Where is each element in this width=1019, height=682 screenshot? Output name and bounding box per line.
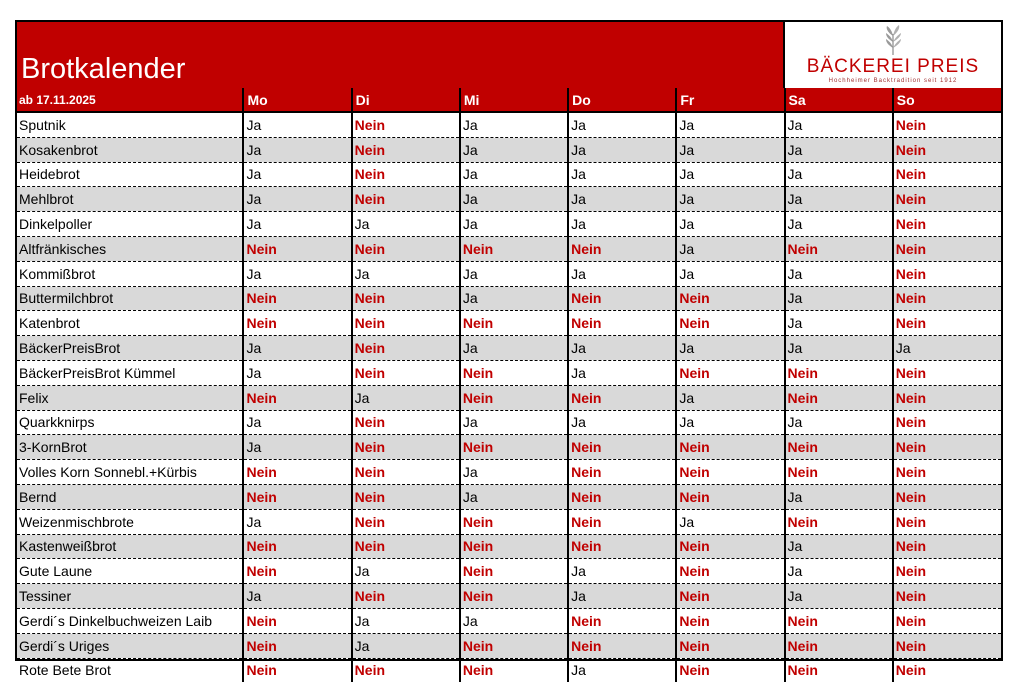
availability-cell: Ja [460,137,568,162]
table-row [17,559,1001,584]
availability-cell: Nein [243,633,351,658]
availability-cell: Nein [460,236,568,261]
availability-cell: Nein [352,137,460,162]
availability-cell: Nein [243,236,351,261]
bread-name-cell: Buttermilchbrot [17,286,243,311]
availability-cell: Nein [243,608,351,633]
availability-cell: Ja [243,137,351,162]
column-header-monday: Mo [243,88,351,112]
availability-cell: Nein [460,311,568,336]
availability-cell: Nein [243,534,351,559]
availability-cell: Ja [243,261,351,286]
bread-name-cell: Mehlbrot [17,187,243,212]
availability-cell: Ja [676,236,784,261]
availability-cell: Ja [460,112,568,137]
table-row [17,311,1001,336]
availability-cell: Nein [352,162,460,187]
availability-cell: Nein [243,460,351,485]
availability-cell: Ja [243,187,351,212]
availability-cell: Ja [352,633,460,658]
availability-cell: Nein [352,410,460,435]
availability-cell: Nein [568,435,676,460]
availability-cell: Nein [893,410,1001,435]
availability-cell: Nein [352,484,460,509]
availability-cell: Nein [352,509,460,534]
availability-cell: Ja [243,584,351,609]
availability-cell: Nein [568,608,676,633]
table-row [17,336,1001,361]
bread-schedule-table [17,88,1001,682]
availability-cell: Nein [460,658,568,682]
bread-name-cell: Weizenmischbrote [17,509,243,534]
table-row [17,484,1001,509]
availability-cell: Nein [785,633,893,658]
availability-cell: Nein [893,137,1001,162]
availability-cell: Ja [460,261,568,286]
availability-cell: Nein [893,435,1001,460]
bread-name-cell: Kastenweißbrot [17,534,243,559]
availability-cell: Nein [352,360,460,385]
availability-cell: Nein [352,187,460,212]
availability-cell: Ja [676,162,784,187]
availability-cell: Nein [893,658,1001,682]
bread-calendar-sheet [15,20,1003,679]
availability-cell: Ja [568,212,676,237]
availability-cell: Nein [352,435,460,460]
table-row [17,261,1001,286]
column-header-sunday: So [893,88,1001,112]
bread-name-cell: Rote Bete Brot [19,662,111,679]
availability-cell: Nein [893,311,1001,336]
availability-cell: Ja [676,385,784,410]
table-row [17,212,1001,237]
availability-cell: Nein [676,658,784,682]
availability-cell: Ja [243,509,351,534]
availability-cell: Nein [460,584,568,609]
availability-cell: Ja [460,286,568,311]
availability-cell: Ja [243,336,351,361]
availability-cell: Ja [460,410,568,435]
availability-cell: Nein [352,112,460,137]
availability-cell: Nein [893,360,1001,385]
bread-name-cell: Kosakenbrot [17,137,243,162]
availability-cell: Ja [785,534,893,559]
availability-cell: Nein [893,261,1001,286]
availability-cell: Ja [893,336,1001,361]
availability-cell: Nein [460,509,568,534]
availability-cell: Nein [243,286,351,311]
availability-cell: Ja [568,261,676,286]
availability-cell: Nein [460,559,568,584]
table-row [17,633,1001,658]
availability-cell: Ja [243,360,351,385]
availability-cell: Ja [352,261,460,286]
availability-cell: Nein [568,534,676,559]
availability-cell: Ja [460,187,568,212]
availability-cell: Ja [785,162,893,187]
availability-cell: Nein [676,484,784,509]
availability-cell: Ja [568,162,676,187]
availability-cell: Ja [460,162,568,187]
availability-cell: Nein [568,236,676,261]
logo-tagline: Hochheimer Backtradition seit 1912 [828,78,958,84]
availability-cell: Nein [785,460,893,485]
table-row [17,584,1001,609]
logo-brand: BÄCKEREI PREIS [806,56,980,77]
availability-cell: Ja [676,509,784,534]
availability-cell: Nein [893,534,1001,559]
availability-cell: Ja [568,410,676,435]
availability-cell: Nein [676,534,784,559]
column-header-friday: Fr [676,88,784,112]
table-row [17,608,1001,633]
availability-cell: Nein [352,236,460,261]
availability-cell: Ja [785,137,893,162]
column-header-thursday: Do [568,88,676,112]
bread-name-cell: Kommißbrot [17,261,243,286]
availability-cell: Nein [352,286,460,311]
bread-name-cell: Dinkelpoller [17,212,243,237]
availability-cell: Nein [568,509,676,534]
bread-name-cell: Bernd [17,484,243,509]
bread-name-cell: 3-KornBrot [17,435,243,460]
availability-cell: Ja [243,410,351,435]
availability-cell: Nein [893,187,1001,212]
availability-cell: Nein [243,311,351,336]
availability-cell: Ja [352,212,460,237]
bread-name-cell: Felix [17,385,243,410]
column-header-tuesday: Di [352,88,460,112]
availability-cell: Nein [893,484,1001,509]
bread-name-cell: Quarkknirps [17,410,243,435]
table-header-row [17,88,1001,112]
availability-cell: Ja [676,187,784,212]
bread-name-cell: Katenbrot [17,311,243,336]
availability-cell: Nein [568,385,676,410]
bakery-logo [785,22,1001,88]
availability-cell: Ja [568,187,676,212]
availability-cell: Nein [676,559,784,584]
availability-cell: Nein [893,162,1001,187]
availability-cell: Nein [460,435,568,460]
table-row [17,162,1001,187]
availability-cell: Ja [243,435,351,460]
valid-from-label: ab 17.11.2025 [17,88,243,112]
availability-cell: Nein [893,460,1001,485]
availability-cell: Ja [785,112,893,137]
table-row [17,236,1001,261]
bread-name-cell: BäckerPreisBrot [17,336,243,361]
table-row [17,385,1001,410]
availability-cell: Ja [568,336,676,361]
availability-cell: Nein [785,360,893,385]
availability-cell: Nein [243,559,351,584]
availability-cell: Ja [460,484,568,509]
availability-cell: Nein [352,658,460,682]
availability-cell: Ja [568,112,676,137]
availability-cell: Nein [676,286,784,311]
availability-cell: Ja [785,261,893,286]
availability-cell: Ja [785,187,893,212]
availability-cell: Ja [785,584,893,609]
bread-name-cell: Heidebrot [17,162,243,187]
availability-cell: Nein [676,608,784,633]
availability-cell: Nein [568,633,676,658]
availability-cell: Nein [460,385,568,410]
availability-cell: Nein [676,584,784,609]
availability-cell: Nein [568,484,676,509]
availability-cell: Nein [785,236,893,261]
availability-cell: Ja [676,112,784,137]
table-row [17,137,1001,162]
availability-cell: Ja [785,286,893,311]
availability-cell: Nein [893,236,1001,261]
availability-cell: Ja [785,212,893,237]
availability-cell: Ja [785,410,893,435]
bread-name-cell: Tessiner [17,584,243,609]
title-bar [17,22,785,88]
bread-name-cell: Gerdi´s Dinkelbuchweizen Laib [17,608,243,633]
availability-cell: Nein [785,385,893,410]
availability-cell: Nein [785,608,893,633]
availability-cell: Nein [676,311,784,336]
bread-name-cell: Gute Laune [17,559,243,584]
availability-cell: Nein [785,658,893,682]
bread-name-cell: Altfränkisches [17,236,243,261]
availability-cell: Nein [460,633,568,658]
availability-cell: Nein [352,534,460,559]
availability-cell: Nein [893,584,1001,609]
availability-cell: Ja [352,608,460,633]
availability-cell: Nein [785,435,893,460]
availability-cell: Ja [243,212,351,237]
availability-cell: Ja [460,460,568,485]
availability-cell: Ja [676,137,784,162]
availability-cell: Ja [785,484,893,509]
availability-cell: Nein [893,608,1001,633]
availability-cell: Nein [352,336,460,361]
availability-cell: Nein [243,484,351,509]
table-row [17,286,1001,311]
availability-cell: Nein [893,286,1001,311]
availability-cell: Nein [568,311,676,336]
availability-cell: Nein [352,460,460,485]
table-row [17,534,1001,559]
availability-cell: Nein [460,534,568,559]
table-row [17,460,1001,485]
availability-cell: Nein [568,460,676,485]
availability-cell: Ja [676,212,784,237]
availability-cell: Ja [460,336,568,361]
bread-name-cell: Gerdi´s Uriges [17,633,243,658]
availability-cell: Nein [243,385,351,410]
table-body [17,112,1001,682]
availability-cell: Ja [460,212,568,237]
availability-cell: Ja [568,559,676,584]
column-header-saturday: Sa [785,88,893,112]
bread-name-cell: Sputnik [17,112,243,137]
table-row [17,435,1001,460]
availability-cell: Nein [893,509,1001,534]
availability-cell: Nein [893,633,1001,658]
availability-cell: Nein [243,658,351,682]
availability-cell: Nein [460,360,568,385]
table-row [17,658,1001,682]
table-row [17,410,1001,435]
availability-cell: Ja [243,162,351,187]
availability-cell: Nein [676,360,784,385]
availability-cell: Nein [893,559,1001,584]
availability-cell: Ja [243,112,351,137]
availability-cell: Ja [785,336,893,361]
availability-cell: Ja [568,360,676,385]
availability-cell: Ja [568,584,676,609]
table-row [17,112,1001,137]
availability-cell: Nein [676,435,784,460]
availability-cell: Ja [352,559,460,584]
availability-cell: Nein [893,112,1001,137]
wheat-icon [877,24,909,56]
availability-cell: Nein [352,584,460,609]
availability-cell: Ja [568,137,676,162]
availability-cell: Ja [785,311,893,336]
availability-cell: Nein [676,460,784,485]
table-row [17,509,1001,534]
table-row [17,360,1001,385]
availability-cell: Ja [676,336,784,361]
bread-name-cell: BäckerPreisBrot Kümmel [17,360,243,385]
availability-cell: Nein [893,385,1001,410]
table-row [17,187,1001,212]
availability-cell: Nein [352,311,460,336]
page-title: Brotkalender [21,53,186,85]
availability-cell: Nein [568,286,676,311]
availability-cell: Ja [785,559,893,584]
availability-cell: Nein [676,633,784,658]
availability-cell: Ja [460,608,568,633]
bread-name-cell: Volles Korn Sonnebl.+Kürbis [17,460,243,485]
availability-cell: Ja [676,410,784,435]
availability-cell: Ja [352,385,460,410]
availability-cell: Ja [676,261,784,286]
availability-cell: Ja [568,658,676,682]
availability-cell: Nein [785,509,893,534]
column-header-wednesday: Mi [460,88,568,112]
availability-cell: Nein [893,212,1001,237]
